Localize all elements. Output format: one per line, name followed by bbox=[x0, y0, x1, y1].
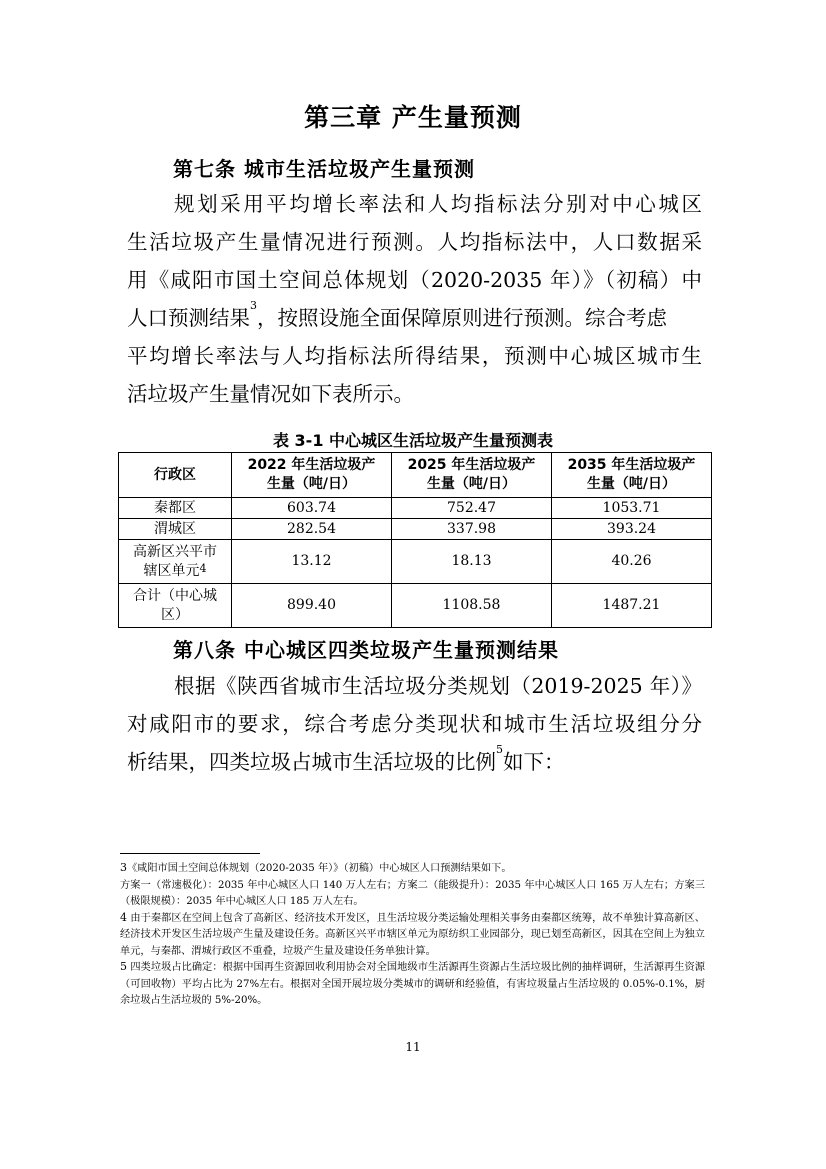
value-cell: 899.40 bbox=[232, 584, 392, 628]
forecast-table bbox=[118, 452, 712, 628]
table-row bbox=[119, 498, 712, 519]
value-cell: 1487.21 bbox=[552, 584, 712, 628]
value-cell: 603.74 bbox=[232, 498, 392, 519]
table-header-row bbox=[119, 453, 712, 498]
para-line: 根据《陕西省城市生活垃圾分类规划（2019-2025 年）》 bbox=[174, 674, 702, 698]
value-cell: 752.47 bbox=[392, 498, 552, 519]
para-line bbox=[127, 743, 702, 781]
header-cell: 2022 年生活垃圾产 生量（吨/日） bbox=[232, 453, 392, 498]
footnote-ref: 5 bbox=[496, 743, 503, 756]
para-line: 生活垃圾产生量情况进行预测。人均指标法中，人口数据采 bbox=[127, 230, 702, 254]
district-cell: 高新区兴平市 辖区单元$^4$ bbox=[119, 540, 232, 584]
article-8-title: 第八条 中心城区四类垃圾产生量预测结果 bbox=[173, 638, 559, 662]
footnote: $^5$ 四类垃圾占比确定：根据中国再生资源回收利用协会对全国地级市生活源再生资源占生活垃圾比例的抽样调研，生活源再生资源（可回收物）平均占比为 27%左右。根据对全国开展垃圾分类城市的调研和经验值，有害垃圾量占生活垃圾的 0.05%-0.1%，厨余垃圾占生活垃圾的 5%-20%。 bbox=[120, 960, 705, 1006]
para-text: 析结果，四类垃圾占城市生活垃圾的比例 bbox=[127, 750, 496, 774]
footnote: $^3$《咸阳市国土空间总体规划（2020-2035 年）》（初稿）中心城区人口预测结果如下。 bbox=[120, 861, 512, 874]
value-cell: 282.54 bbox=[232, 519, 392, 540]
table-row bbox=[119, 584, 712, 628]
value-cell: 13.12 bbox=[232, 540, 392, 584]
chapter-title: 第三章 产生量预测 bbox=[304, 103, 522, 132]
footnote-ref: 4 bbox=[199, 561, 207, 575]
article-7-body bbox=[127, 185, 702, 413]
value-cell: 393.24 bbox=[552, 519, 712, 540]
page-number: 11 bbox=[405, 1040, 421, 1054]
value-cell: 337.98 bbox=[392, 519, 552, 540]
para-text: ，按照设施全面保障原则进行预测。综合考虑 bbox=[257, 306, 667, 330]
footnotes bbox=[120, 861, 705, 1010]
header-cell: 2025 年生活垃圾产 生量（吨/日） bbox=[392, 453, 552, 498]
district-cell: 秦都区 bbox=[119, 498, 232, 519]
table-caption: 表 3-1 中心城区生活垃圾产生量预测表 bbox=[272, 431, 554, 450]
value-cell: 1053.71 bbox=[552, 498, 712, 519]
value-cell: 1108.58 bbox=[392, 584, 552, 628]
article-8-body bbox=[127, 667, 702, 781]
table-row bbox=[119, 519, 712, 540]
footnote: $^4$ 由于秦都区在空间上包含了高新区、经济技术开发区，且生活垃圾分类运输处理相关事务由秦都区统筹，故不单独计算高新区、经济技术开发区生活垃圾产生量及建设任务。高新区兴平市辖区单元为原纺织工业园部分，现已划至高新区，因其在空间上为独立单元，与秦都、渭城行政区不重叠，垃圾产生量及建设任务单独计算。 bbox=[120, 910, 705, 957]
para-text: 人口预测结果 bbox=[127, 306, 250, 330]
para-line: 平均增长率法与人均指标法所得结果，预测中心城区城市生 bbox=[127, 344, 702, 368]
article-7-title: 第七条 城市生活垃圾产生量预测 bbox=[173, 157, 475, 181]
footnote: 方案一（常速极化）：2035 年中心城区人口 140 万人左右；方案二（能级提升）：2035 年中心城区人口 165 万人左右；方案三（极限规模）：2035 年中心城区人口 185 万人左右。 bbox=[120, 879, 705, 907]
para-line: 对咸阳市的要求，综合考虑分类现状和城市生活垃圾组分分 bbox=[127, 712, 702, 736]
para-line: 规划采用平均增长率法和人均指标法分别对中心城区 bbox=[174, 192, 702, 216]
para-line: 活垃圾产生量情况如下表所示。 bbox=[127, 382, 414, 406]
district-cell: 合计（中心城 区） bbox=[119, 584, 232, 628]
para-text: 如下： bbox=[503, 750, 565, 774]
para-line bbox=[127, 299, 702, 337]
header-cell: 行政区 bbox=[119, 453, 232, 498]
table-row bbox=[119, 540, 712, 584]
para-line: 用《咸阳市国土空间总体规划（2020-2035 年）》（初稿）中 bbox=[127, 268, 702, 292]
footnote-ref: 3 bbox=[250, 299, 257, 312]
footnote-separator bbox=[120, 853, 260, 854]
value-cell: 40.26 bbox=[552, 540, 712, 584]
district-cell: 渭城区 bbox=[119, 519, 232, 540]
value-cell: 18.13 bbox=[392, 540, 552, 584]
header-cell: 2035 年生活垃圾产 生量（吨/日） bbox=[552, 453, 712, 498]
